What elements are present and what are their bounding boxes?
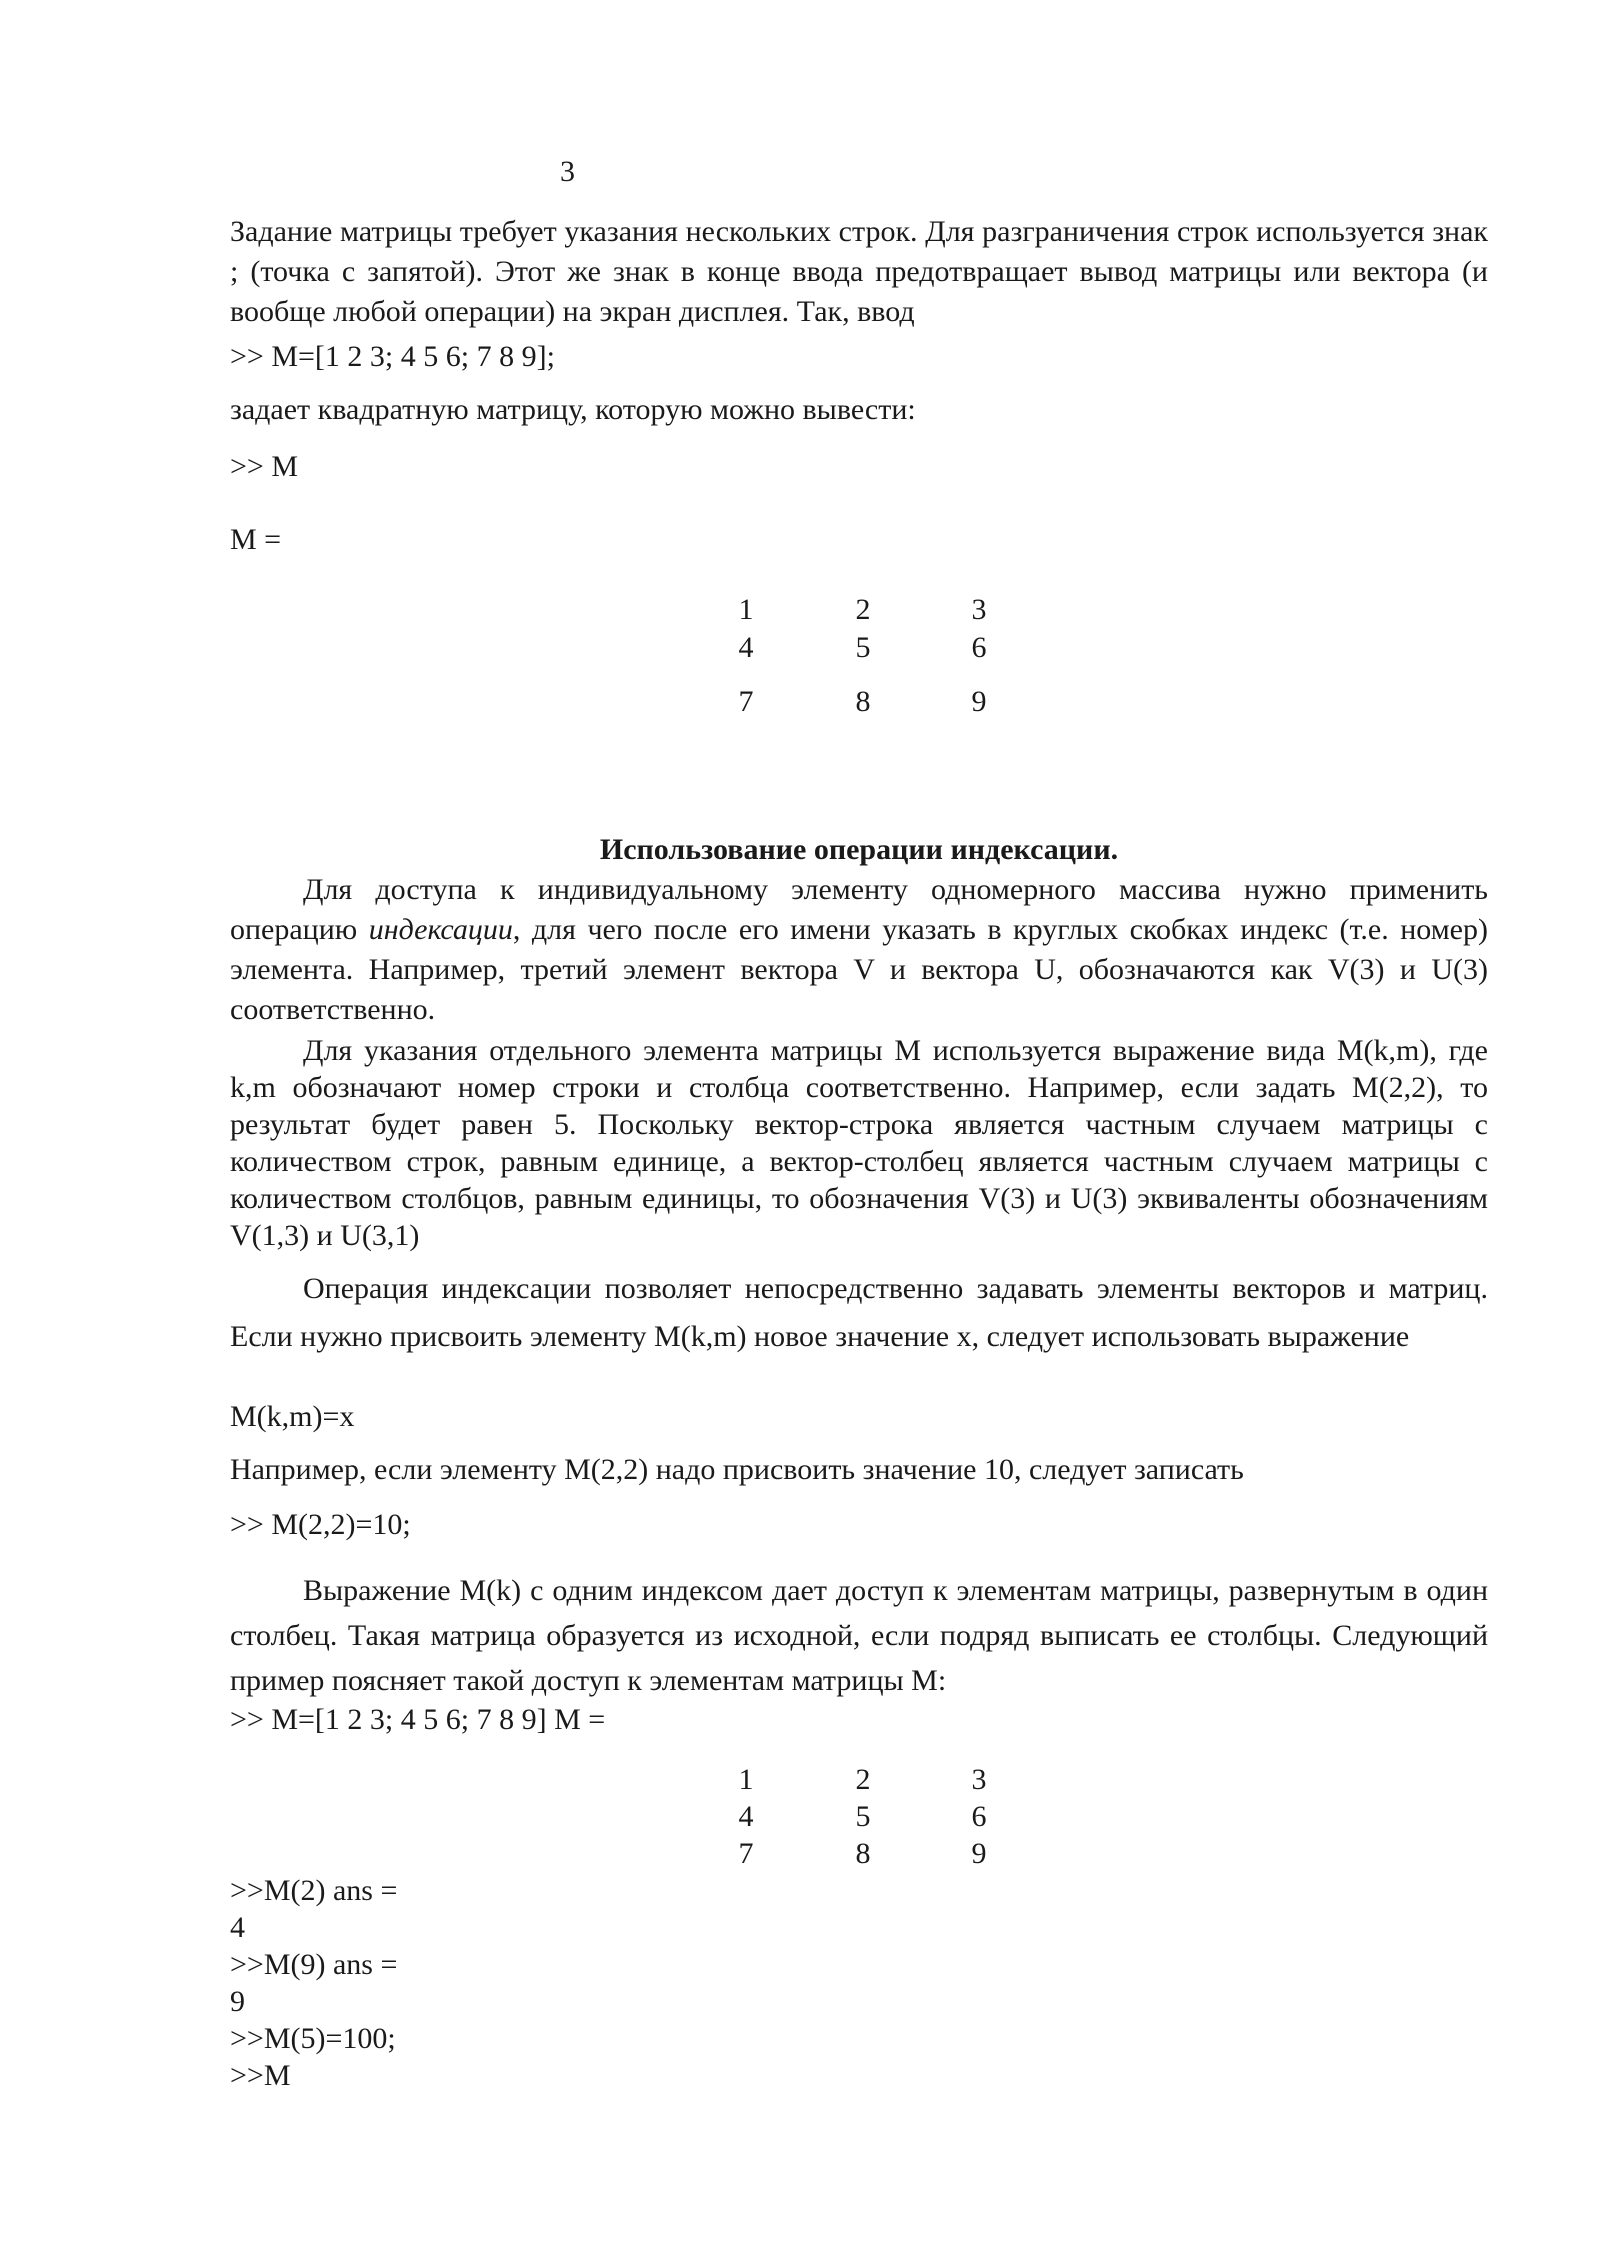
command-show-matrix: >> M [230, 450, 299, 483]
matrix-row [0, 1797, 1600, 1837]
paragraph-matrix-element: Для указания отдельного элемента матрицы M используется выражение вида M(k,m), где k,m обозначают номер строки и столбца соответственно. Например, если задать M(2,2), то результат будет равен 5. Поскольку вектор-строка является частным случаем матрицы с количеством строк, равным единице, а вектор-столбец является частным случаем матрицы с количеством столбцов, равным единицы, то обозначения V(3) и U(3) эквиваленты обозначениям V(1,3) и U(3,1) [230, 1034, 1488, 1252]
paragraph-example-assign: Например, если элементу M(2,2) надо присвоить значение 10, следует записать [230, 1453, 1244, 1486]
matrix-cell: 1 [738, 593, 754, 626]
matrix-row [0, 682, 1600, 722]
matrix-cell: 6 [971, 631, 987, 664]
matrix-cell: 3 [971, 593, 987, 626]
paragraph-assignment: Операция индексации позволяет непосредственно задавать элементы векторов и матриц. Если нужно присвоить элементу M(k,m) новое значение x, следует использовать выражение [230, 1272, 1488, 1353]
matrix-cell: 5 [855, 631, 871, 664]
matrix-cell: 8 [855, 685, 871, 718]
matrix-cell: 8 [855, 1837, 871, 1870]
paragraph-text: Для доступа к индивидуальному элементу одномерного массива нужно применить операцию [230, 873, 1488, 946]
command-linear-index-9: >>M(9) ans = [230, 1948, 398, 1981]
matrix-row [0, 1834, 1600, 1874]
command-linear-index-2: >>M(2) ans = [230, 1874, 398, 1907]
matrix-cell: 3 [971, 1763, 987, 1796]
matrix-cell: 4 [738, 631, 754, 664]
matrix-row [0, 628, 1600, 668]
command-show-matrix-2: >>M [230, 2059, 291, 2092]
matrix-cell: 7 [738, 1837, 754, 1870]
matrix-cell: 6 [971, 1800, 987, 1833]
paragraph-matrix-definition: Задание матрицы требует указания нескольких строк. Для разграничения строк используется знак ; (точка с запятой). Этот же знак в конце ввода предотвращает вывод матрицы или вектора (и вообще любой операции) на экран дисплея. Так, ввод [230, 215, 1488, 328]
matrix-cell: 7 [738, 685, 754, 718]
matrix-cell: 9 [971, 685, 987, 718]
matrix-cell: 5 [855, 1800, 871, 1833]
output-label: M = [230, 523, 282, 556]
paragraph-single-index: Выражение M(k) с одним индексом дает доступ к элементам матрицы, развернутым в один столбец. Такая матрица образуется из исходной, если подряд выписать ее столбцы. Следующий пример поясняет такой доступ к элементам матрицы M: [230, 1574, 1488, 1697]
matrix-cell: 9 [971, 1837, 987, 1870]
matrix-cell: 1 [738, 1763, 754, 1796]
paragraph-text: , для чего после его имени указать в круглых скобках индекс (т.е. номер) элемента. Например, третий элемент вектора V и вектора U, обозначаются как V(3) и U(3) соответственно. [230, 913, 1488, 1026]
paragraph-square-matrix: задает квадратную матрицу, которую можно вывести: [230, 393, 916, 426]
matrix-cell: 2 [855, 593, 871, 626]
page-number: 3 [560, 155, 575, 188]
matrix-cell: 4 [738, 1800, 754, 1833]
paragraph-indexing-intro [230, 870, 1488, 1030]
command-define-matrix: >> M=[1 2 3; 4 5 6; 7 8 9]; [230, 340, 555, 373]
expression-assign: M(k,m)=x [230, 1400, 355, 1433]
result-value: 4 [230, 1911, 245, 1944]
result-value: 9 [230, 1985, 245, 2018]
matrix-row [0, 590, 1600, 630]
command-define-matrix-2: >> M=[1 2 3; 4 5 6; 7 8 9] M = [230, 1703, 606, 1736]
matrix-row [0, 1760, 1600, 1800]
command-assign-element: >> M(2,2)=10; [230, 1508, 411, 1541]
command-assign-linear: >>M(5)=100; [230, 2022, 396, 2055]
italic-term: индексации [368, 913, 513, 946]
section-heading: Использование операции индексации. [599, 833, 1119, 866]
matrix-cell: 2 [855, 1763, 871, 1796]
